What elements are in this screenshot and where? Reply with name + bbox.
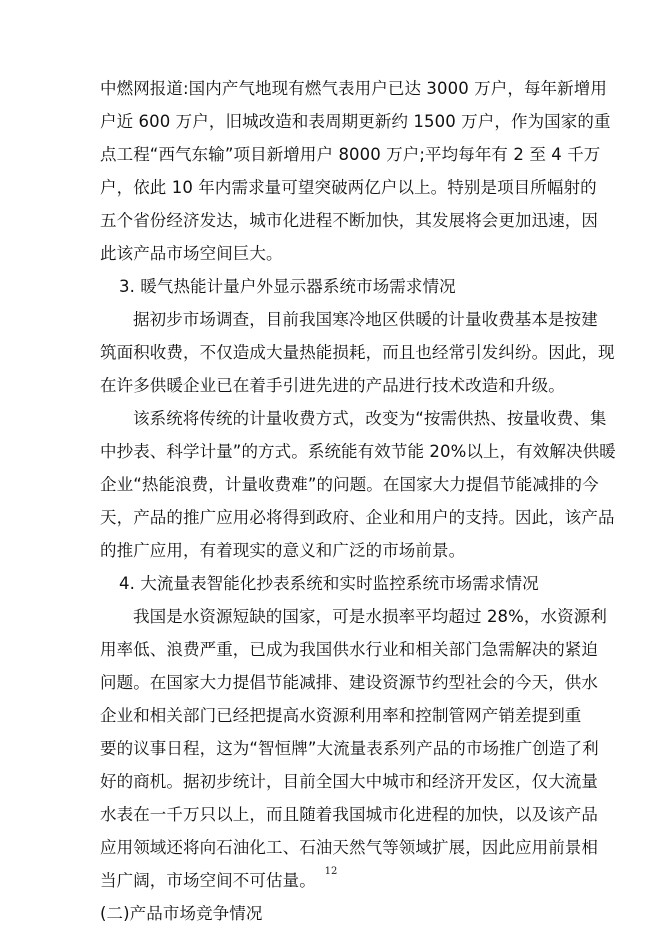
section-heading-4: 4. 大流量表智能化抄表系统和实时监控系统市场需求情况 (119, 574, 539, 593)
body-text (100, 72, 616, 930)
page-number: 12 (324, 866, 338, 877)
text-line: 天，产品的推广应用必将得到政府、企业和用户的支持。因此，该产品 (100, 508, 615, 527)
text-line: 用率低、浪费严重，已成为我国供水行业和相关部门急需解决的紧迫 (100, 640, 598, 659)
text-line: 在许多供暖企业已在着手引进先进的产品进行技术改造和升级。 (100, 376, 565, 395)
text-line: 的推广应用，有着现实的意义和广泛的市场前景。 (100, 541, 466, 560)
section-heading-3: 3. 暖气热能计量户外显示器系统市场需求情况 (119, 277, 456, 296)
text-line: 当广阔，市场空间不可估量。 (100, 871, 316, 890)
text-line: 中燃网报道:国内产气地现有燃气表用户已达 3000 万户，每年新增用 (100, 79, 607, 98)
text-line: 五个省份经济发达，城市化进程不断加快，其发展将会更加迅速，因 (100, 211, 598, 230)
text-line: 问题。在国家大力提倡节能减排、建设资源节约型社会的今天，供水 (100, 673, 598, 692)
text-line: 户，依此 10 年内需求量可望突破两亿户以上。特别是项目所幅射的 (100, 178, 597, 197)
text-line: 应用领域还将向石油化工、石油天然气等领域扩展，因此应用前景相 (100, 838, 598, 857)
text-line: 我国是水资源短缺的国家，可是水损率平均超过 28%，水资源利 (133, 607, 607, 626)
text-line: 水表在一千万只以上，而且随着我国城市化进程的加快，以及该产品 (100, 805, 598, 824)
text-line: 此该产品市场空间巨大。 (100, 244, 283, 263)
text-line: 该系统将传统的计量收费方式，改变为“按需供热、按量收费、集 (133, 409, 607, 428)
text-line: 据初步市场调查，目前我国寒冷地区供暖的计量收费基本是按建 (133, 310, 598, 329)
text-line: 企业和相关部门已经把提高水资源利用率和控制管网产销差提到重 (100, 706, 582, 725)
text-line: 筑面积收费，不仅造成大量热能损耗，而且也经常引发纠纷。因此，现 (100, 343, 615, 362)
text-line: 好的商机。据初步统计，目前全国大中城市和经济开发区，仅大流量 (100, 772, 598, 791)
text-line: 企业“热能浪费，计量收费难”的问题。在国家大力提倡节能减排的今 (100, 475, 599, 494)
text-line: 要的议事日程，这为“智恒牌”大流量表系列产品的市场推广创造了利 (100, 739, 599, 758)
text-line: 中抄表、科学计量”的方式。系统能有效节能 20%以上，有效解决供暖 (100, 442, 616, 461)
section-heading-2: (二)产品市场竞争情况 (100, 904, 263, 923)
text-line: 户近 600 万户，旧城改造和表周期更新约 1500 万户，作为国家的重 (100, 112, 611, 131)
text-line: 点工程“西气东输”项目新增用户 8000 万户;平均每年有 2 至 4 千万 (100, 145, 601, 164)
